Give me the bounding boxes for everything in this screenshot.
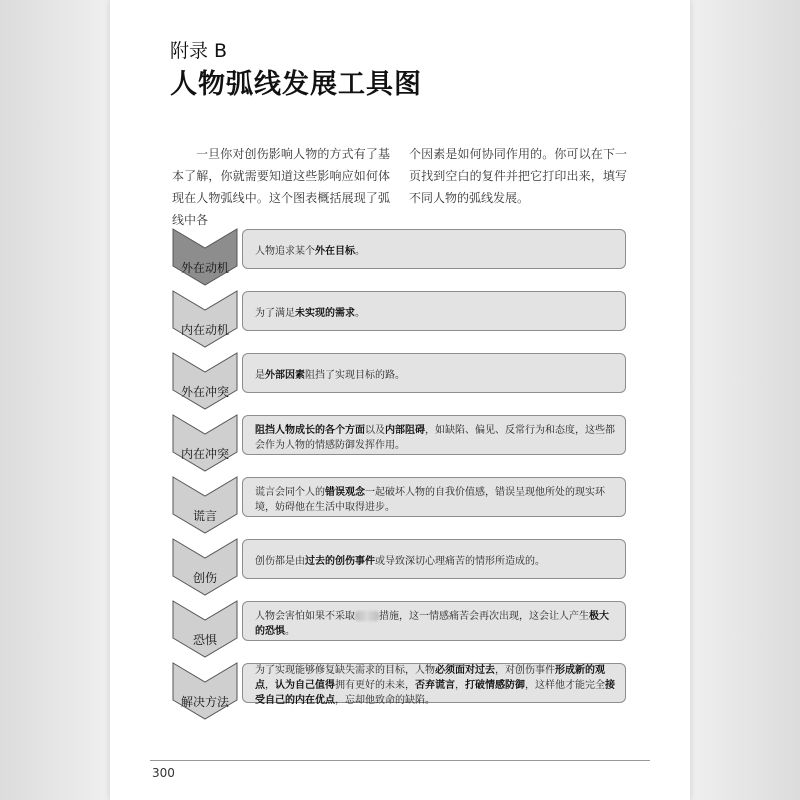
page-title: 人物弧线发展工具图 [170, 69, 422, 100]
arc-stage-label: 解决方法 [180, 695, 229, 709]
arc-stage-label: 内在冲突 [180, 447, 229, 461]
appendix-label: 附录 B [170, 40, 228, 62]
arc-row [172, 228, 632, 286]
right-backdrop [690, 0, 800, 800]
arc-stage-description: 是外部因素阻挡了实现目标的路。 [242, 353, 626, 393]
character-arc-chart [172, 228, 632, 708]
arc-row [172, 600, 632, 658]
chevron-arrow-icon [172, 538, 238, 596]
arc-stage-description: 创伤都是由过去的创伤事件或导致深切心理痛苦的情形所造成的。 [242, 539, 626, 579]
left-backdrop [0, 0, 110, 800]
arc-stage-label: 内在动机 [180, 323, 229, 337]
page-number: 300 [152, 766, 175, 780]
chevron-arrow-icon [172, 352, 238, 410]
arc-stage-label: 外在冲突 [180, 385, 229, 399]
arc-stage-description: 为了实现能够修复缺失需求的目标，人物必须面对过去，对创伤事件形成新的观点，认为自己值得拥有更好的未来，否弃谎言，打破情感防御，这样他才能完全接受自己的内在优点，忘却他致命的缺陷。 [242, 663, 626, 703]
arc-row [172, 414, 632, 472]
arc-row [172, 290, 632, 348]
arc-row [172, 476, 632, 534]
blurred-text [355, 611, 379, 621]
arc-stage-description: 人物会害怕如果不采取 措施，这一情感痛苦会再次出现，这会让人产生极大的恐惧。 [242, 601, 626, 641]
arc-stage-description: 谎言会同个人的错误观念一起破坏人物的自我价值感，错误呈现他所处的现实环境，妨碍他在生活中取得进步。 [242, 477, 626, 517]
intro-paragraph-left: 一旦你对创伤影响人物的方式有了基本了解，你就需要知道这些影响应如何体现在人物弧线中。这个图表概括展现了弧线中各 [172, 147, 390, 227]
arc-stage-description: 阻挡人物成长的各个方面以及内部阻碍，如缺陷、偏见、反常行为和态度，这些都会作为人物的情感防御发挥作用。 [242, 415, 626, 455]
chevron-arrow-icon [172, 662, 238, 720]
chevron-arrow-icon [172, 228, 238, 286]
intro-paragraph-right: 个因素是如何协同作用的。你可以在下一页找到空白的复件并把它打印出来，填写不同人物的弧线发展。 [409, 147, 627, 205]
arc-row [172, 352, 632, 410]
chevron-arrow-icon [172, 414, 238, 472]
arc-row [172, 538, 632, 596]
arc-stage-label: 外在动机 [180, 261, 229, 275]
arc-row [172, 662, 632, 720]
chevron-arrow-icon [172, 290, 238, 348]
arc-stage-label: 创伤 [192, 571, 217, 585]
book-page [110, 0, 690, 800]
arc-stage-description: 人物追求某个外在目标。 [242, 229, 626, 269]
footer-divider [150, 760, 650, 761]
arc-stage-label: 恐惧 [192, 633, 217, 647]
arc-stage-label: 谎言 [192, 509, 217, 523]
chevron-arrow-icon [172, 476, 238, 534]
arc-stage-description: 为了满足未实现的需求。 [242, 291, 626, 331]
chevron-arrow-icon [172, 600, 238, 658]
